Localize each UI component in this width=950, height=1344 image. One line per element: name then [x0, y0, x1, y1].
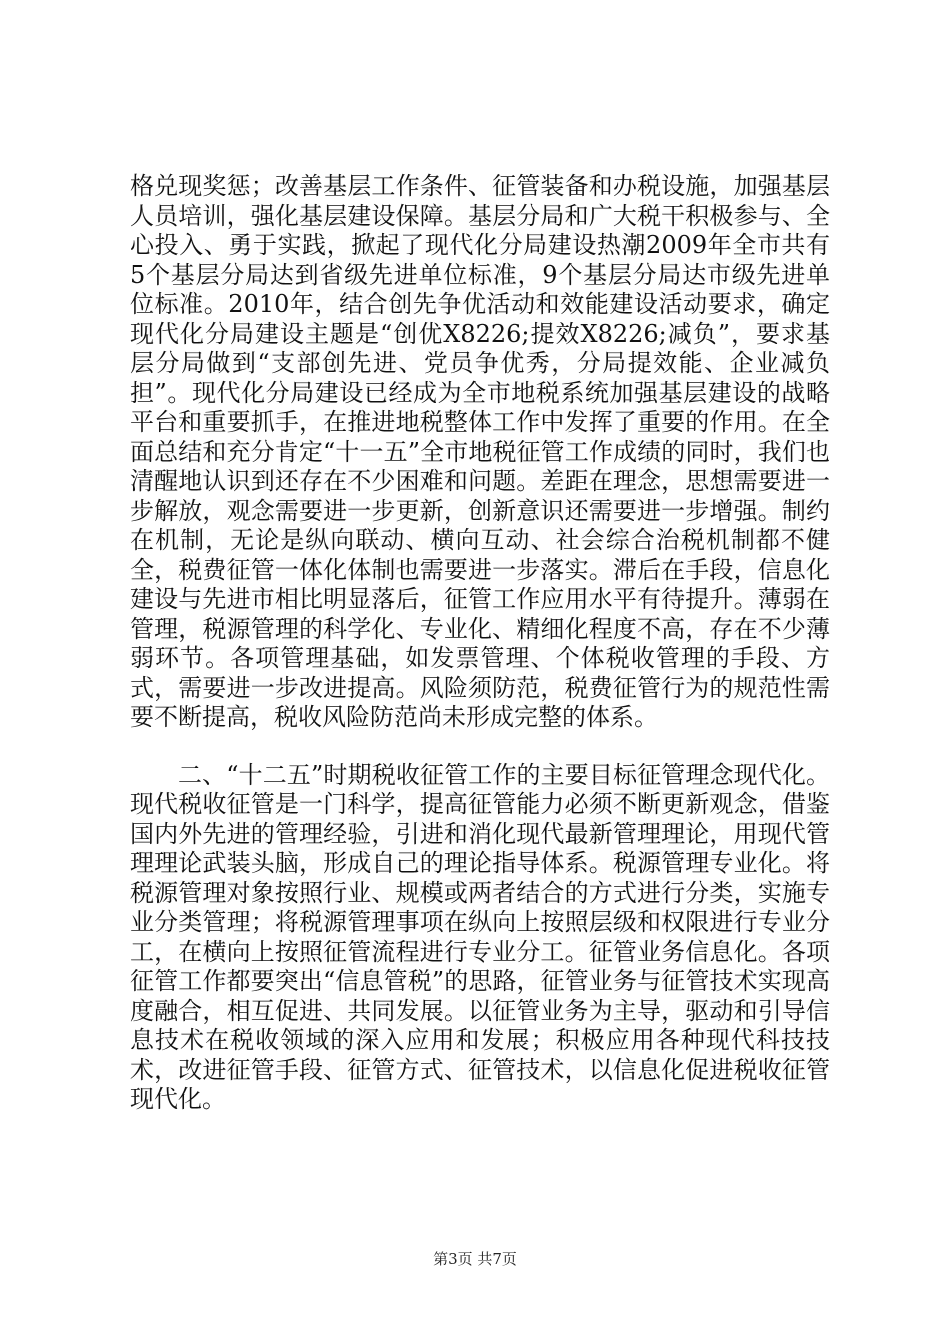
body-paragraph-2: 二、“十二五”时期税收征管工作的主要目标征管理念现代化。现代税收征管是一门科学，提高征管能力必须不断更新观念，借鉴国内外先进的管理经验，引进和消化现代最新管理理论，用现代管理理论武装头脑，形成自己的理论指导体系。税源管理专业化。将税源管理对象按照行业、规模或两者结合的方式进行分类，实施专业分类管理；将税源管理事项在纵向上按照层级和权限进行专业分工，在横向上按照征管流程进行专业分工。征管业务信息化。各项征管工作都要突出“信息管税”的思路，征管业务与征管技术实现高度融合，相互促进、共同发展。以征管业务为主导，驱动和引导信息技术在税收领域的深入应用和发展；积极应用各种现代科技技术，改进征管手段、征管方式、征管技术，以信息化促进税收征管现代化。: [130, 760, 830, 1113]
page-number-footer: 第3页 共7页: [433, 1250, 517, 1268]
body-paragraph-1: 格兑现奖惩；改善基层工作条件、征管装备和办税设施，加强基层人员培训，强化基层建设保障。基层分局和广大税干积极参与、全心投入、勇于实践，掀起了现代化分局建设热潮2009年全市共有5个基层分局达到省级先进单位标准，9个基层分局达市级先进单位标准。2010年，结合创先争优活动和效能建设活动要求，确定现代化分局建设主题是“创优X8226;提效X8226;减负”，要求基层分局做到“支部创先进、党员争优秀，分局提效能、企业减负担”。现代化分局建设已经成为全市地税系统加强基层建设的战略平台和重要抓手，在推进地税整体工作中发挥了重要的作用。在全面总结和充分肯定“十一五”全市地税征管工作成绩的同时，我们也清醒地认识到还存在不少困难和问题。差距在理念，思想需要进一步解放，观念需要进一步更新，创新意识还需要进一步增强。制约在机制，无论是纵向联动、横向互动、社会综合治税机制都不健全，税费征管一体化体制也需要进一步落实。滞后在手段，信息化建设与先进市相比明显落后，征管工作应用水平有待提升。薄弱在管理，税源管理的科学化、专业化、精细化程度不高，存在不少薄弱环节。各项管理基础，如发票管理、个体税收管理的手段、方式，需要进一步改进提高。风险须防范，税费征管行为的规范性需要不断提高，税收风险防范尚未形成完整的体系。: [130, 172, 830, 731]
document-body: [130, 172, 830, 1115]
